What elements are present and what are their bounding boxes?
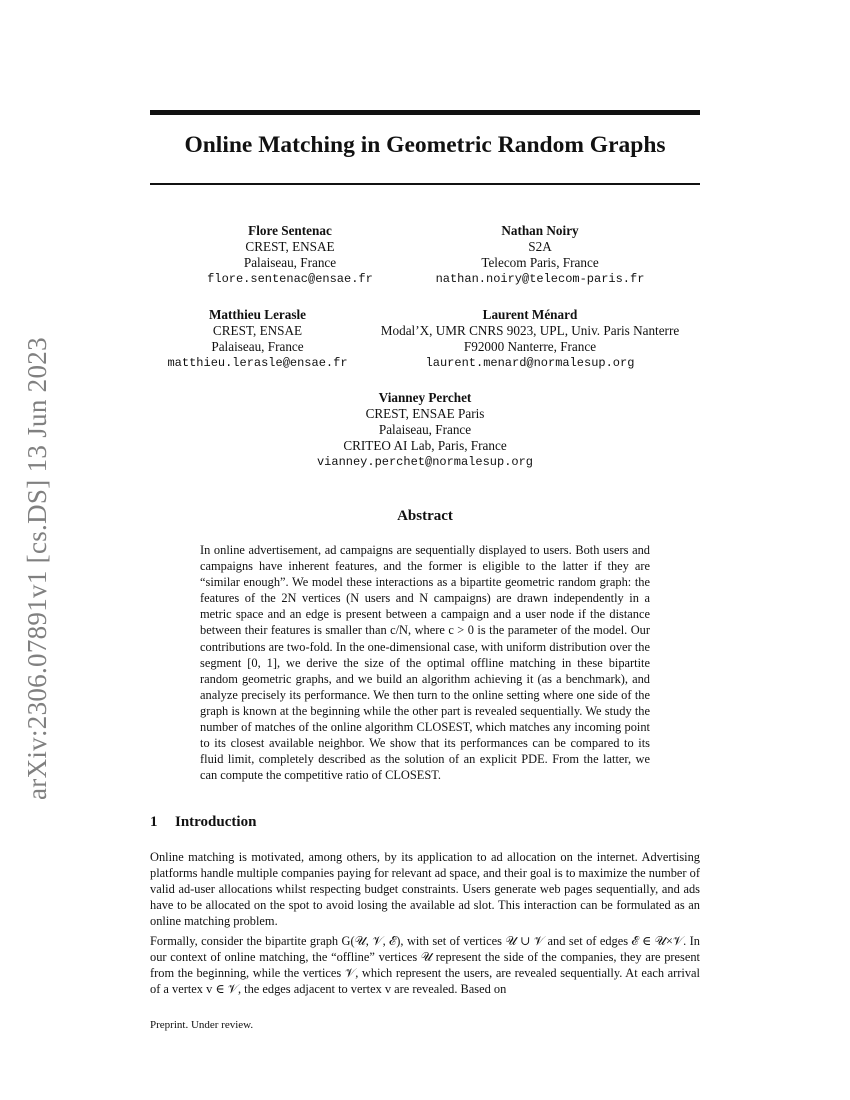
title-bottom-rule: [150, 183, 700, 185]
title-top-rule: [150, 110, 700, 115]
arxiv-identifier: arXiv:2306.07891v1 [cs.DS] 13 Jun 2023: [22, 337, 52, 800]
author-affiliation: CREST, ENSAE Paris: [365, 406, 485, 421]
author-affiliation: CREST, ENSAE: [245, 239, 335, 254]
footer-note: Preprint. Under review.: [150, 1019, 254, 1031]
author-block: [180, 223, 400, 287]
author-location: Palaiseau, France: [378, 422, 472, 437]
author-block: [275, 390, 575, 470]
abstract-text: In online advertisement, ad campaigns are sequentially displayed to users. Both users and campaigns have inherent features, and the former is eligible to the latter if they are “similar enough”. We model these interactions as a bipartite geometric random graph: the features of the 2N vertices (N users and N campaigns) are drawn independently in a metric space and an edge is present between a campaign and a user node if the distance between their features is smaller than c/N, where c > 0 is the parameter of the model. Our contributions are two-fold. In the one-dimensional case, with uniform distribution over the segment [0, 1], we derive the size of the optimal offline matching in these bipartite random geometric graphs, and we build an algorithm achieving it (as a benchmark), and analyze precisely its performance. We then turn to the online setting where one side of the graph is known at the beginning while the other part is revealed sequentially. We study the number of matches of the online algorithm CLOSEST, which matches any incoming point to its closest available neighbor. We show that its performances can be compared to its fluid limit, completely described as the solution of an explicit PDE. From the latter, we can compute the competitive ratio of CLOSEST.: [200, 543, 650, 783]
section-title: Introduction: [175, 814, 257, 830]
author-name: Laurent Ménard: [482, 307, 578, 322]
section-heading: [150, 814, 256, 831]
author-name: Nathan Noiry: [501, 223, 579, 238]
author-location: Palaiseau, France: [211, 339, 304, 354]
author-name: Flore Sentenac: [248, 223, 332, 238]
author-block: [360, 307, 700, 371]
author-affiliation-secondary: CRITEO AI Lab, Paris, France: [343, 438, 507, 453]
author-block: [155, 307, 360, 371]
author-name: Vianney Perchet: [378, 390, 472, 405]
abstract-heading: Abstract: [397, 508, 453, 524]
author-affiliation: Modal’X, UMR CNRS 9023, UPL, Univ. Paris Nanterre: [380, 323, 680, 338]
author-name: Matthieu Lerasle: [208, 307, 307, 322]
author-email: flore.sentenac@ensae.fr: [207, 272, 373, 286]
intro-paragraph-2: Formally, consider the bipartite graph G(𝒰, 𝒱, ℰ), with set of vertices 𝒰 ∪ 𝒱 and set of edges ℰ ∈ 𝒰×𝒱. In our context of online matching, the “offline” vertices 𝒰 represent the side of the companies, they are present from the beginning, while the vertices 𝒱, which represent the users, are revealed sequentially. At each arrival of a vertex v ∈ 𝒱, the edges adjacent to vertex v are revealed. Based on: [150, 934, 700, 997]
author-affiliation: CREST, ENSAE: [212, 323, 303, 338]
author-location: F92000 Nanterre, France: [463, 339, 597, 354]
author-affiliation: S2A: [528, 239, 552, 254]
author-email: laurent.menard@normalesup.org: [425, 356, 635, 370]
intro-paragraph-1: Online matching is motivated, among others, by its application to ad allocation on the internet. Advertising platforms handle multiple companies paying for relevant ad space, and their goal is to maximize the number of valid ad-user allocations whilst respecting budget constraints. Users generate web pages sequentially, and ads have to be allocated on the spot to avoid losing the available ad slot. This interaction can be formulated as an online matching problem.: [150, 850, 700, 929]
author-email: nathan.noiry@telecom-paris.fr: [435, 272, 645, 286]
author-block: [410, 223, 670, 287]
author-location: Telecom Paris, France: [481, 255, 599, 270]
author-email: matthieu.lerasle@ensae.fr: [167, 356, 348, 370]
author-location: Palaiseau, France: [243, 255, 337, 270]
author-email: vianney.perchet@normalesup.org: [316, 455, 534, 469]
paper-title: Online Matching in Geometric Random Graphs: [184, 132, 666, 158]
section-number: 1: [150, 814, 158, 830]
